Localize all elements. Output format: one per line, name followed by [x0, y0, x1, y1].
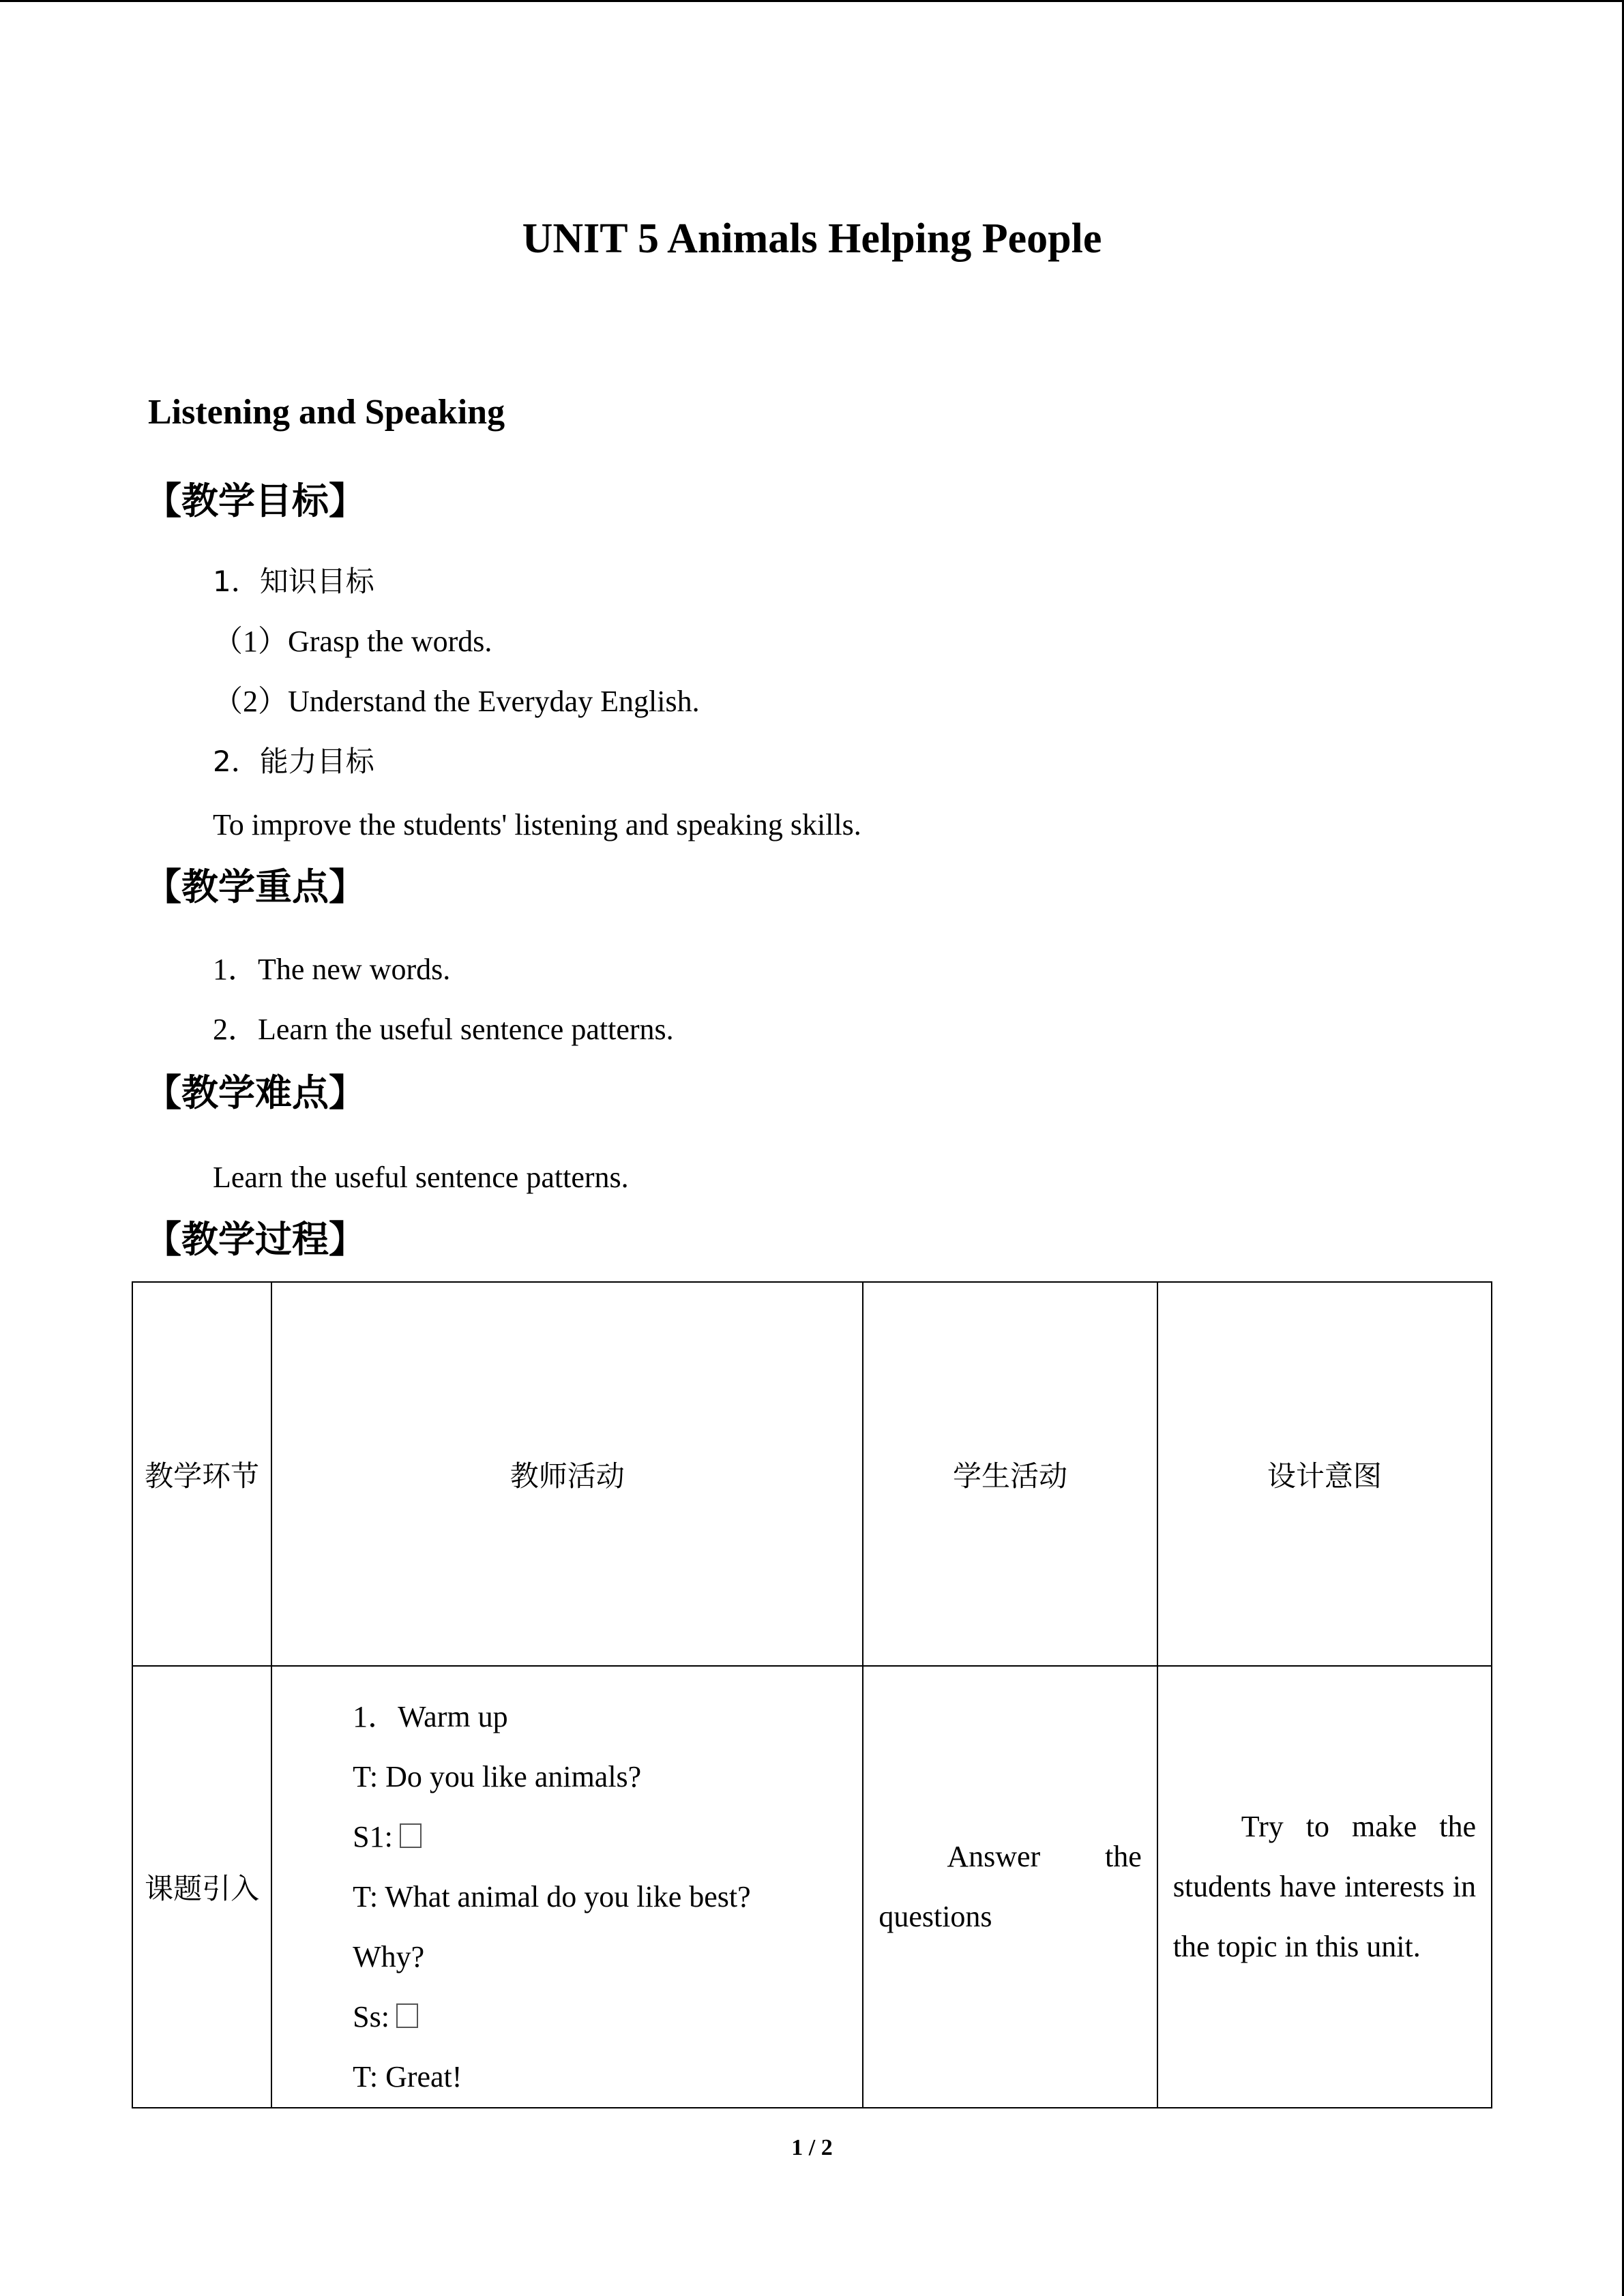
- column-header-student: 学生活动: [863, 1282, 1157, 1666]
- objective-knowledge-sub1: （1）Grasp the words.: [213, 625, 492, 658]
- teacher-line: 1．Warm up: [353, 1700, 508, 1733]
- key-point-1: 1．The new words.: [213, 953, 451, 986]
- teacher-activity-cell: [271, 1666, 863, 2108]
- student-activity-line2: questions: [879, 1900, 992, 1933]
- column-header-teacher: 教师活动: [271, 1282, 863, 1666]
- difficulties-heading: 【教学难点】: [145, 1071, 366, 1114]
- teacher-line: T: Do you like animals?: [353, 1760, 642, 1793]
- document-title: UNIT 5 Animals Helping People: [522, 215, 1102, 262]
- table-row: [132, 1666, 1492, 2108]
- difficulty-text: Learn the useful sentence patterns.: [213, 1161, 629, 1194]
- placeholder-box-icon: [396, 2003, 418, 2028]
- page-number: 1 / 2: [791, 2135, 833, 2160]
- student-activity-line1: Answer the: [947, 1840, 1142, 1873]
- teacher-line: [353, 1987, 862, 2047]
- objective-knowledge-label: 1．知识目标: [213, 565, 374, 598]
- column-header-intent: 设计意图: [1157, 1282, 1492, 1666]
- teacher-line-text: Ss:: [353, 2000, 389, 2033]
- stage-cell: 课题引入: [132, 1666, 271, 2108]
- teacher-line: T: Great!: [353, 2060, 462, 2093]
- teacher-line: Why?: [353, 1940, 425, 1973]
- teacher-line-text: S1:: [353, 1820, 393, 1853]
- objectives-heading: 【教学目标】: [145, 479, 366, 522]
- design-intent-cell: [1157, 1666, 1492, 2108]
- placeholder-box-icon: [400, 1823, 422, 1848]
- key-points-heading: 【教学重点】: [145, 865, 366, 908]
- teacher-line: [353, 1807, 862, 1867]
- process-table: [132, 1281, 1492, 2108]
- page-border-top: [0, 0, 1624, 2]
- objective-ability-label: 2．能力目标: [213, 745, 374, 778]
- teacher-line: T: What animal do you like best?: [353, 1880, 751, 1913]
- objective-ability-text: To improve the students' listening and speaking skills.: [213, 808, 861, 841]
- objective-knowledge-sub2: （2）Understand the Everyday English.: [213, 685, 700, 718]
- key-point-2: 2．Learn the useful sentence patterns.: [213, 1013, 674, 1046]
- process-heading: 【教学过程】: [145, 1218, 366, 1261]
- section-title: Listening and Speaking: [148, 393, 505, 432]
- student-activity-cell: [863, 1666, 1157, 2108]
- table-header-row: [132, 1282, 1492, 1666]
- column-header-stage: 教学环节: [132, 1282, 271, 1666]
- design-intent-text: Try to make the students have interests in the topic in this unit.: [1172, 1810, 1476, 1963]
